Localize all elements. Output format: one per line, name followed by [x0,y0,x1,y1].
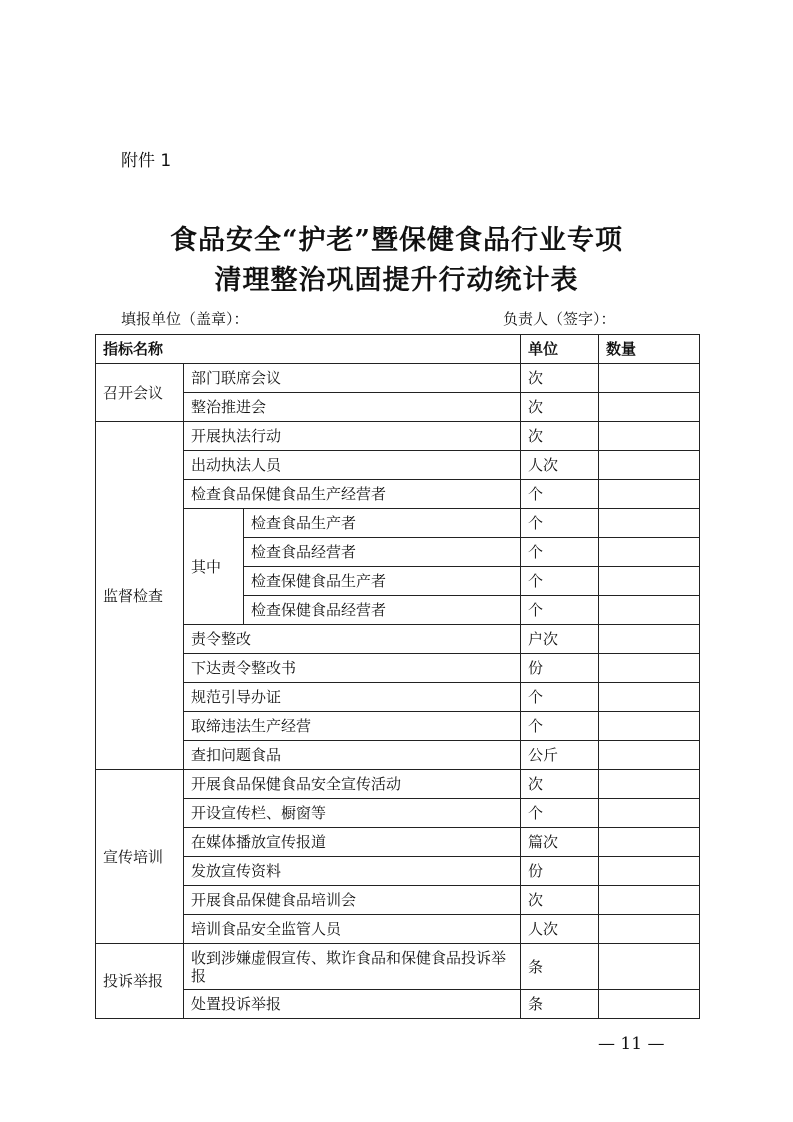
quantity-cell[interactable] [599,990,700,1019]
table-header-row [96,335,700,364]
unit-cell: 个 [521,567,599,596]
document-title-line1: 食品安全“护老”暨保健食品行业专项 [169,225,624,256]
item-cell: 开设宣传栏、橱窗等 [184,799,521,828]
quantity-cell[interactable] [599,886,700,915]
group-cell-publicity: 宣传培训 [96,770,184,944]
unit-cell: 个 [521,596,599,625]
unit-cell: 次 [521,393,599,422]
page-number: — 11 — [598,1034,665,1054]
item-cell: 责令整改 [184,625,521,654]
unit-cell: 个 [521,799,599,828]
quantity-cell[interactable] [599,364,700,393]
quantity-cell[interactable] [599,741,700,770]
item-cell: 检查食品保健食品生产经营者 [184,480,521,509]
item-cell: 检查保健食品经营者 [244,596,521,625]
table-row [96,741,700,770]
table-row [96,990,700,1019]
unit-cell: 次 [521,422,599,451]
quantity-cell[interactable] [599,422,700,451]
statistics-table [95,334,700,1019]
unit-cell: 次 [521,886,599,915]
item-cell: 整治推进会 [184,393,521,422]
item-cell: 部门联席会议 [184,364,521,393]
table-row [96,451,700,480]
table-row [96,422,700,451]
group-cell-complaint: 投诉举报 [96,944,184,1019]
item-cell: 规范引导办证 [184,683,521,712]
quantity-cell[interactable] [599,451,700,480]
unit-cell: 条 [521,944,599,990]
quantity-cell[interactable] [599,393,700,422]
quantity-cell[interactable] [599,770,700,799]
quantity-cell[interactable] [599,915,700,944]
unit-cell: 人次 [521,915,599,944]
quantity-cell[interactable] [599,799,700,828]
quantity-cell[interactable] [599,654,700,683]
subgroup-cell-among: 其中 [184,509,244,625]
quantity-cell[interactable] [599,944,700,990]
item-cell: 开展执法行动 [184,422,521,451]
unit-cell: 个 [521,683,599,712]
table-row [96,393,700,422]
group-cell-meeting: 召开会议 [96,364,184,422]
quantity-cell[interactable] [599,538,700,567]
item-cell: 培训食品安全监管人员 [184,915,521,944]
table-row [96,654,700,683]
item-cell: 检查食品生产者 [244,509,521,538]
item-cell: 发放宣传资料 [184,857,521,886]
fill-unit-label: 填报单位（盖章）： [121,310,249,328]
item-cell: 查扣问题食品 [184,741,521,770]
unit-cell: 条 [521,990,599,1019]
table-row [96,944,700,990]
unit-cell: 次 [521,770,599,799]
quantity-cell[interactable] [599,625,700,654]
unit-cell: 人次 [521,451,599,480]
table-row [96,770,700,799]
unit-cell: 份 [521,857,599,886]
unit-cell: 篇次 [521,828,599,857]
quantity-cell[interactable] [599,712,700,741]
unit-cell: 公斤 [521,741,599,770]
table-row [96,625,700,654]
header-unit: 单位 [521,335,599,364]
item-cell: 处置投诉举报 [184,990,521,1019]
unit-cell: 户次 [521,625,599,654]
table-row [96,915,700,944]
table-row [96,712,700,741]
table-row [96,799,700,828]
document-title-line2: 清理整治巩固提升行动统计表 [214,265,579,296]
quantity-cell[interactable] [599,683,700,712]
item-cell: 检查食品经营者 [244,538,521,567]
item-cell: 收到涉嫌虚假宣传、欺诈食品和保健食品投诉举报 [184,944,521,990]
quantity-cell[interactable] [599,596,700,625]
unit-cell: 个 [521,480,599,509]
item-cell: 在媒体播放宣传报道 [184,828,521,857]
item-cell: 取缔违法生产经营 [184,712,521,741]
quantity-cell[interactable] [599,480,700,509]
table-row [96,828,700,857]
item-cell: 检查保健食品生产者 [244,567,521,596]
header-indicator-name: 指标名称 [96,335,521,364]
table-row [96,364,700,393]
quantity-cell[interactable] [599,509,700,538]
attachment-label: 附件 1 [121,151,172,171]
table-row [96,683,700,712]
item-cell: 下达责令整改书 [184,654,521,683]
unit-cell: 个 [521,509,599,538]
unit-cell: 个 [521,538,599,567]
quantity-cell[interactable] [599,567,700,596]
unit-cell: 份 [521,654,599,683]
table-row [96,509,700,538]
quantity-cell[interactable] [599,857,700,886]
unit-cell: 次 [521,364,599,393]
item-cell: 开展食品保健食品安全宣传活动 [184,770,521,799]
item-cell: 开展食品保健食品培训会 [184,886,521,915]
table-row [96,480,700,509]
header-quantity: 数量 [599,335,700,364]
group-cell-inspection: 监督检查 [96,422,184,770]
item-cell: 出动执法人员 [184,451,521,480]
table-row [96,857,700,886]
unit-cell: 个 [521,712,599,741]
responsible-person-label: 负责人（签字）： [503,310,616,328]
table-row [96,886,700,915]
quantity-cell[interactable] [599,828,700,857]
